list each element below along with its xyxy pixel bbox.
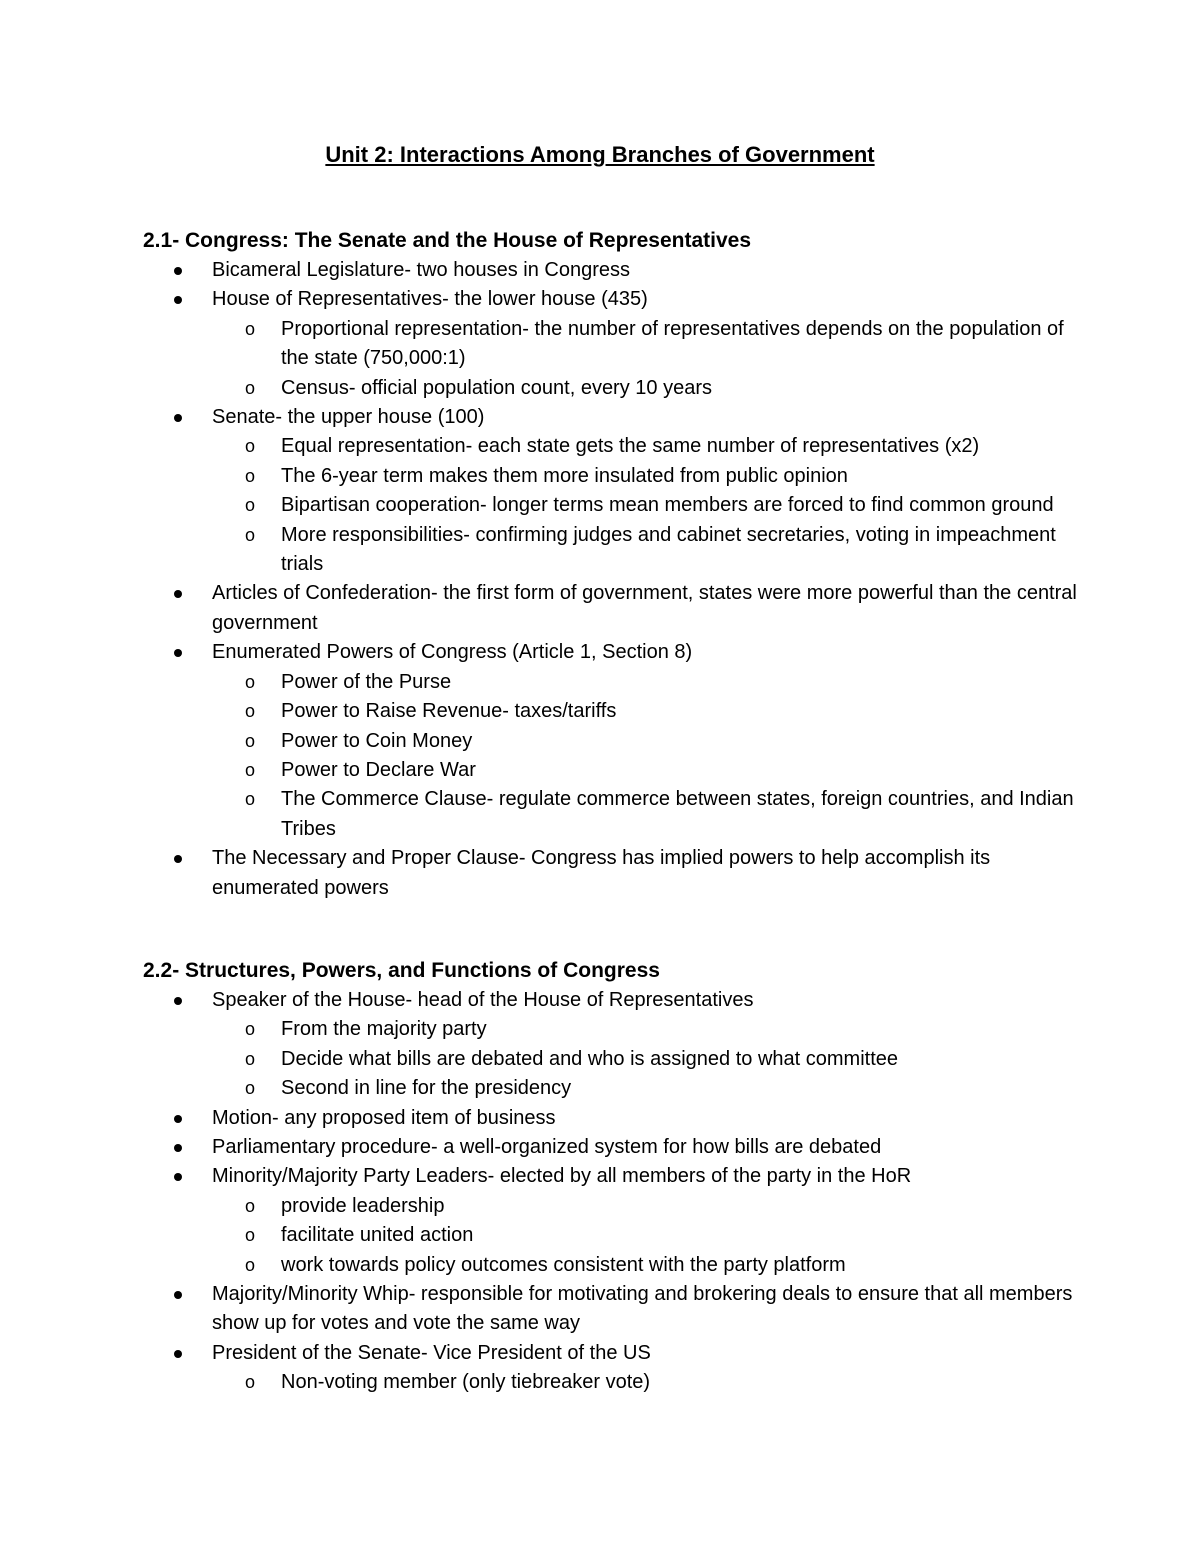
list-item-text: Speaker of the House- head of the House of Representatives [212, 989, 754, 1011]
sub-bullet-list [212, 315, 1083, 403]
sub-list-item-text: From the majority party [281, 1018, 487, 1041]
sub-list-item-text: Equal representation- each state gets the same number of representatives (x2) [281, 435, 980, 458]
section-heading: 2.1- Congress: The Senate and the House of Representatives [143, 229, 751, 252]
list-item [143, 403, 1083, 579]
sub-list-item-text: The 6-year term makes them more insulated from public opinion [281, 464, 848, 487]
list-item-text: Parliamentary procedure- a well-organized system for how bills are debated [212, 1136, 882, 1159]
list-item [143, 1104, 1083, 1133]
sub-list-item [210, 1251, 1083, 1280]
sub-list-item [210, 668, 1083, 697]
list-item [143, 1280, 1083, 1339]
sub-list-item-text: provide leadership [281, 1194, 445, 1217]
list-item [143, 256, 1083, 285]
sub-list-item [210, 727, 1083, 756]
sub-bullet-list [212, 432, 1083, 579]
sub-list-item [210, 1015, 1083, 1044]
bullet-dot-icon [174, 1173, 182, 1181]
sub-list-item-text: Power of the Purse [281, 670, 452, 693]
sub-list-item [210, 756, 1083, 785]
bullet-dot-icon [174, 590, 182, 598]
bullet-dot-icon [174, 1291, 182, 1299]
sub-list-item [210, 1368, 1083, 1397]
bullet-circle-icon: o [245, 1254, 256, 1275]
sub-bullet-list [212, 668, 1083, 844]
sub-list-item-text: Power to Raise Revenue- taxes/tariffs [281, 700, 617, 723]
bullet-dot-icon [174, 997, 182, 1005]
list-item-text: Motion- any proposed item of business [212, 1106, 556, 1129]
sub-list-item [210, 432, 1083, 461]
sub-list-item [210, 697, 1083, 726]
sub-list-item-text: Bipartisan cooperation- longer terms mean members are forced to find common ground [281, 494, 1054, 517]
bullet-dot-icon [174, 267, 182, 275]
sub-list-item-text: Census- official population count, every 10 years [281, 376, 712, 399]
section-1 [143, 226, 1083, 903]
list-item [143, 638, 1083, 844]
sub-list-item-text: facilitate united action [281, 1224, 474, 1247]
list-item-text: Articles of Confederation- the first form of government, states were more powerful than the central government [212, 582, 1077, 634]
list-item-text: Minority/Majority Party Leaders- elected by all members of the party in the HoR [212, 1165, 912, 1188]
bullet-circle-icon: o [245, 465, 256, 486]
list-item [143, 1133, 1083, 1162]
sub-bullet-list [212, 1192, 1083, 1280]
bullet-circle-icon: o [245, 1078, 256, 1099]
list-item-text: Senate- the upper house (100) [212, 406, 485, 429]
bullet-list [143, 986, 1083, 1398]
sub-list-item-text: The Commerce Clause- regulate commerce between states, foreign countries, and Indian Tribes [281, 788, 1074, 840]
sub-list-item-text: work towards policy outcomes consistent with the party platform [281, 1253, 846, 1276]
document-title: Unit 2: Interactions Among Branches of Government [325, 142, 875, 167]
list-item [143, 986, 1083, 1104]
bullet-dot-icon [174, 649, 182, 657]
bullet-circle-icon: o [245, 436, 256, 457]
list-item-text: The Necessary and Proper Clause- Congress has implied powers to help accomplish its enumerated powers [212, 847, 991, 899]
bullet-circle-icon: o [245, 671, 256, 692]
bullet-circle-icon: o [245, 1048, 256, 1069]
bullet-circle-icon: o [245, 1019, 256, 1040]
sub-list-item [210, 785, 1083, 844]
bullet-circle-icon: o [245, 730, 256, 751]
bullet-list [143, 256, 1083, 903]
list-item [143, 1162, 1083, 1280]
bullet-circle-icon: o [245, 759, 256, 780]
sub-bullet-list [212, 1015, 1083, 1103]
sub-list-item [210, 1074, 1083, 1103]
list-item [143, 1339, 1083, 1398]
sub-list-item [210, 491, 1083, 520]
sub-list-item [210, 521, 1083, 580]
sub-list-item-text: Power to Declare War [281, 758, 476, 781]
bullet-dot-icon [174, 296, 182, 304]
list-item-text: Bicameral Legislature- two houses in Congress [212, 259, 630, 281]
sub-list-item [210, 1192, 1083, 1221]
sub-list-item [210, 374, 1083, 403]
list-item [143, 579, 1083, 638]
sub-list-item-text: Proportional representation- the number of representatives depends on the population of the state (750,000:1) [281, 317, 1064, 370]
bullet-circle-icon: o [245, 789, 256, 810]
section-2 [143, 956, 1083, 1398]
list-item-text: Majority/Minority Whip- responsible for motivating and brokering deals to ensure that all members show up for votes and vote the same way [212, 1283, 1073, 1335]
sub-list-item-text: More responsibilities- confirming judges and cabinet secretaries, voting in impeachment trials [281, 523, 1056, 576]
sub-list-item [210, 1221, 1083, 1250]
sub-list-item [210, 315, 1083, 374]
sub-list-item-text: Power to Coin Money [281, 729, 473, 752]
bullet-circle-icon: o [245, 701, 256, 722]
bullet-circle-icon: o [245, 1372, 256, 1393]
bullet-dot-icon [174, 414, 182, 422]
sub-list-item [210, 462, 1083, 491]
section-heading: 2.2- Structures, Powers, and Functions of Congress [143, 959, 660, 982]
bullet-circle-icon: o [245, 377, 256, 398]
bullet-dot-icon [174, 1115, 182, 1123]
bullet-circle-icon: o [245, 318, 256, 339]
sub-bullet-list [212, 1368, 1083, 1397]
list-item-text: House of Representatives- the lower house (435) [212, 288, 648, 311]
bullet-dot-icon [174, 1350, 182, 1358]
sub-list-item [210, 1045, 1083, 1074]
bullet-dot-icon [174, 1144, 182, 1152]
bullet-circle-icon: o [245, 495, 256, 516]
bullet-circle-icon: o [245, 524, 256, 545]
list-item [143, 285, 1083, 403]
bullet-circle-icon: o [245, 1225, 256, 1246]
list-item [143, 844, 1083, 903]
list-item-text: President of the Senate- Vice President of the US [212, 1341, 651, 1364]
bullet-circle-icon: o [245, 1195, 256, 1216]
bullet-dot-icon [174, 855, 182, 863]
list-item-text: Enumerated Powers of Congress (Article 1, Section 8) [212, 641, 693, 664]
sub-list-item-text: Second in line for the presidency [281, 1077, 572, 1100]
sub-list-item-text: Non-voting member (only tiebreaker vote) [281, 1371, 651, 1394]
sub-list-item-text: Decide what bills are debated and who is assigned to what committee [281, 1047, 899, 1070]
